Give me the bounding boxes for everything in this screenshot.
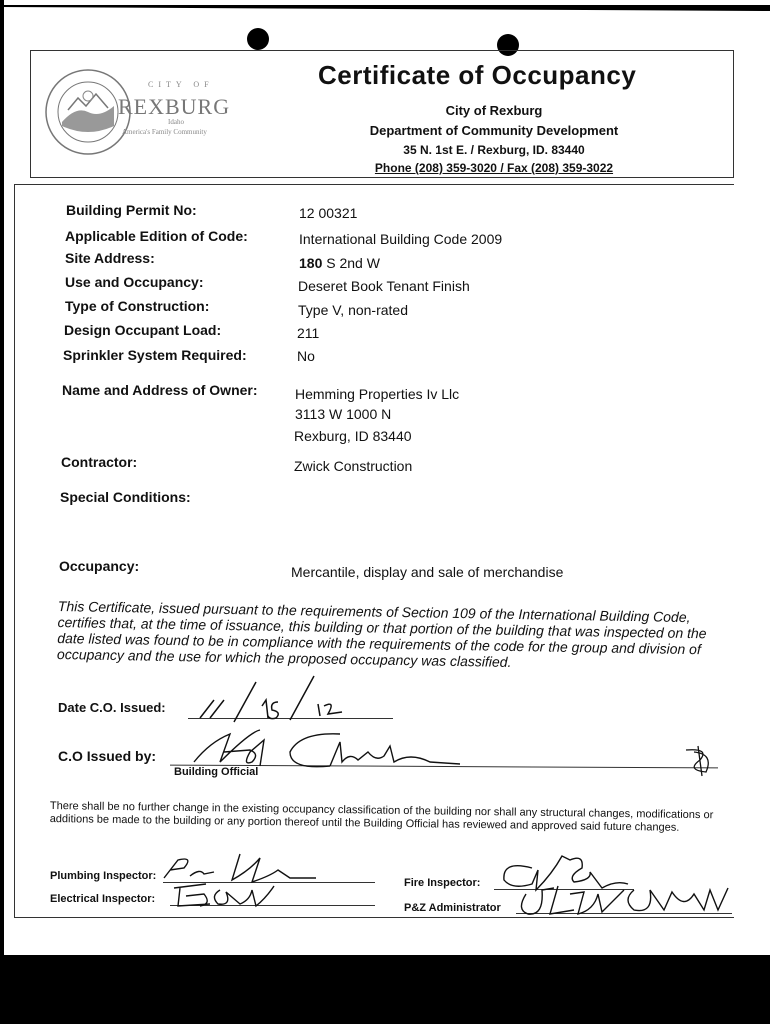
header-phone: Phone (208) 359-3020 / Fax (208) 359-3022: [374, 161, 614, 175]
header-address: 35 N. 1st E. / Rexburg, ID. 83440: [403, 143, 585, 157]
owner-street: 3113 W 1000 N: [295, 406, 392, 422]
pz-administrator-label: P&Z Administrator: [404, 902, 501, 914]
handwritten-date: [196, 672, 356, 724]
owner-label: Name and Address of Owner:: [62, 382, 258, 398]
initials-mark: [680, 744, 716, 778]
construction-label: Type of Construction:: [65, 298, 210, 314]
notice-paragraph: There shall be no further change in the existing occupancy classification of the building nor shall any structural changes, modifications or additions be made to the building or any portion thereof until the Building Official has reviewed and approved said future changes.: [49, 800, 714, 834]
building-official-signature: [190, 722, 470, 778]
site-street: S 2nd W: [322, 255, 380, 271]
sprinkler-label: Sprinkler System Required:: [63, 347, 247, 363]
date-issued-label: Date C.O. Issued:: [58, 700, 166, 715]
logo-tagline: America's Family Community: [122, 128, 207, 136]
code-value: International Building Code 2009: [299, 231, 503, 247]
building-official-label: Building Official: [174, 766, 259, 778]
permit-value: 12 00321: [299, 205, 358, 221]
logo-sub: Idaho: [168, 118, 184, 126]
code-label: Applicable Edition of Code:: [65, 228, 248, 244]
use-value: Deseret Book Tenant Finish: [298, 278, 470, 294]
top-edge: [0, 0, 770, 8]
certification-paragraph: This Certificate, issued pursuant to the requirements of Section 109 of the International Building Code, certifies that, at the time of issuance, this building or that portion of the building that was inspected on the date listed was found to be in compliance with the requirements of the code for the group and division of occupancy and the use for which the proposed occupancy was classified.: [56, 598, 707, 670]
special-conditions-label: Special Conditions:: [60, 489, 191, 505]
logo-city-name: REXBURG: [118, 94, 231, 119]
owner-name: Hemming Properties Iv Llc: [295, 386, 460, 402]
scan-bottom-band: [0, 955, 770, 1024]
use-label: Use and Occupancy:: [65, 274, 204, 290]
site-value: [299, 255, 380, 271]
sprinkler-value: No: [297, 348, 315, 364]
owner-city: Rexburg, ID 83440: [294, 428, 412, 444]
site-number: 180: [299, 255, 323, 271]
fire-inspector-label: Fire Inspector:: [404, 877, 481, 889]
electrical-signature: [170, 880, 280, 912]
electrical-inspector-label: Electrical Inspector:: [50, 893, 156, 905]
header-city: City of Rexburg: [445, 103, 543, 118]
punch-hole: [247, 28, 269, 50]
occupancy-value: Mercantile, display and sale of merchandise: [291, 564, 564, 580]
certificate-title: Certificate of Occupancy: [318, 60, 637, 90]
logo-small-text: CITY OF: [148, 80, 214, 89]
pz-administrator-signature: [514, 880, 736, 920]
occupancy-label: Occupancy:: [59, 558, 140, 574]
load-value: 211: [297, 325, 320, 341]
plumbing-inspector-label: Plumbing Inspector:: [50, 870, 157, 882]
permit-label: Building Permit No:: [66, 202, 197, 218]
contractor-label: Contractor:: [61, 454, 138, 470]
load-label: Design Occupant Load:: [64, 322, 222, 338]
issued-by-label: C.O Issued by:: [58, 748, 157, 764]
construction-value: Type V, non-rated: [298, 302, 409, 318]
contractor-value: Zwick Construction: [294, 458, 413, 474]
site-label: Site Address:: [65, 250, 155, 266]
header-department: Department of Community Development: [369, 123, 619, 138]
left-edge: [0, 0, 4, 1024]
